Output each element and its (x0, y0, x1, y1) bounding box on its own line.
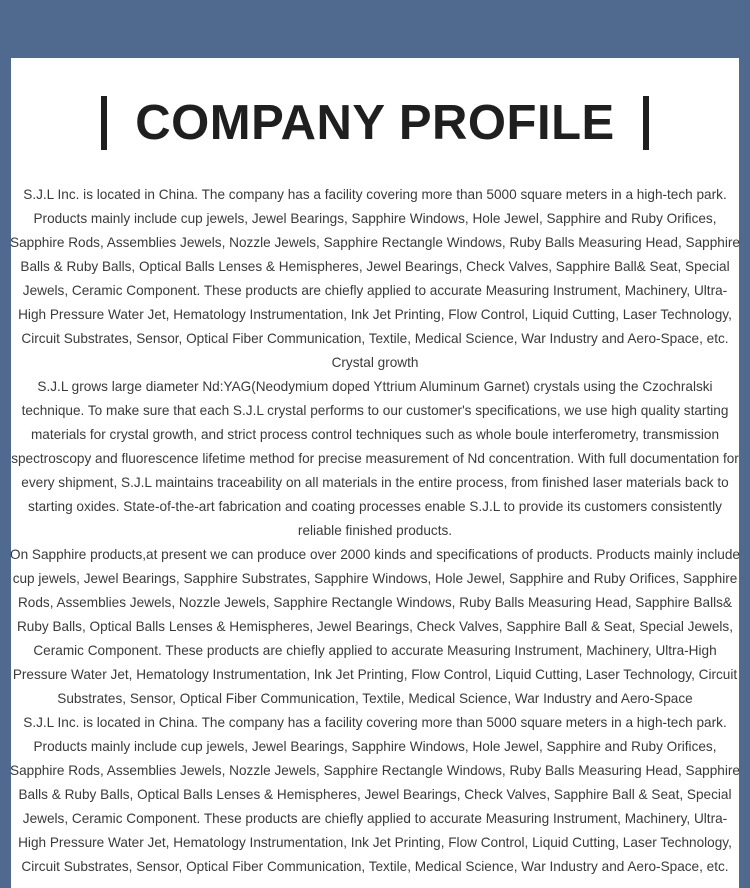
paragraph-company-intro: S.J.L Inc. is located in China. The company has a facility covering more than 5000 square meters in a high-tech park. Products mainly include cup jewels, Jewel Bearings, Sapphire Windows, Hole Jewel, Sapphire and Ruby Orifices, Sapphire Rods, Assemblies Jewels, Nozzle Jewels, Sapphire Rectangle Windows, Ruby Balls Measuring Head, Sapphire Balls & Ruby Balls, Optical Balls Lenses & Hemispheres, Jewel Bearings, Check Valves, Sapphire Ball& Seat, Special Jewels, Ceramic Component. These products are chiefly applied to accurate Measuring Instrument, Machinery, Ultra-High Pressure Water Jet, Hematology Instrumentation, Ink Jet Printing, Flow Control, Liquid Cutting, Laser Technology, Circuit Substrates, Sensor, Optical Fiber Communication, Textile, Medical Science, War Industry and Aero-Space, etc. (10, 187, 740, 346)
heading-left-bar (101, 96, 107, 150)
paragraph-company-intro-repeat: S.J.L Inc. is located in China. The company has a facility covering more than 5000 square meters in a high-tech park. Products mainly include cup jewels, Jewel Bearings, Sapphire Windows, Hole Jewel, Sapphire and Ruby Orifices, Sapphire Rods, Assemblies Jewels, Nozzle Jewels, Sapphire Rectangle Windows, Ruby Balls Measuring Head, Sapphire Balls & Ruby Balls, Optical Balls Lenses & Hemispheres, Jewel Bearings, Check Valves, Sapphire Ball & Seat, Special Jewels, Ceramic Component. These products are chiefly applied to accurate Measuring Instrument, Machinery, Ultra-High Pressure Water Jet, Hematology Instrumentation, Ink Jet Printing, Flow Control, Liquid Cutting, Laser Technology, Circuit Substrates, Sensor, Optical Fiber Communication, Textile, Medical Science, War Industry and Aero-Space, etc. (10, 715, 740, 874)
paragraph-crystal-growth: S.J.L grows large diameter Nd:YAG(Neodymium doped Yttrium Aluminum Garnet) crystals using the Czochralski technique. To make sure that each S.J.L crystal performs to our customer's specifications, we use high quality starting materials for crystal growth, and strict process control techniques such as whole boule interferometry, transmission spectroscopy and fluorescence lifetime method for precise measurement of Nd concentration. With full documentation for every shipment, S.J.L maintains traceability on all materials in the entire process, from finished laser materials back to starting oxides. State-of-the-art fabrication and coating processes enable S.J.L to provide its customers consistently reliable finished products. (11, 379, 739, 538)
page-title: COMPANY PROFILE (135, 96, 615, 150)
paragraph-sapphire-products: On Sapphire products,at present we can produce over 2000 kinds and specifications of products. Products mainly include cup jewels, Jewel Bearings, Sapphire Substrates, Sapphire Windows, Hole Jewel, Sapphire and Ruby Orifices, Sapphire Rods, Assemblies Jewels, Nozzle Jewels, Sapphire Rectangle Windows, Ruby Balls Measuring Head, Sapphire Balls& Ruby Balls, Optical Balls Lenses & Hemispheres, Jewel Bearings, Check Valves, Sapphire Ball & Seat, Special Jewels, Ceramic Component. These products are chiefly applied to accurate Measuring Instrument, Machinery, Ultra-High Pressure Water Jet, Hematology Instrumentation, Ink Jet Printing, Flow Control, Liquid Cutting, Laser Technology, Circuit Substrates, Sensor, Optical Fiber Communication, Textile, Medical Science, War Industry and Aero-Space (10, 547, 740, 706)
paragraph-subheading-crystal-growth: Crystal growth (331, 355, 419, 370)
profile-body (10, 183, 740, 879)
heading-right-bar (643, 96, 649, 150)
section-heading (0, 90, 750, 156)
